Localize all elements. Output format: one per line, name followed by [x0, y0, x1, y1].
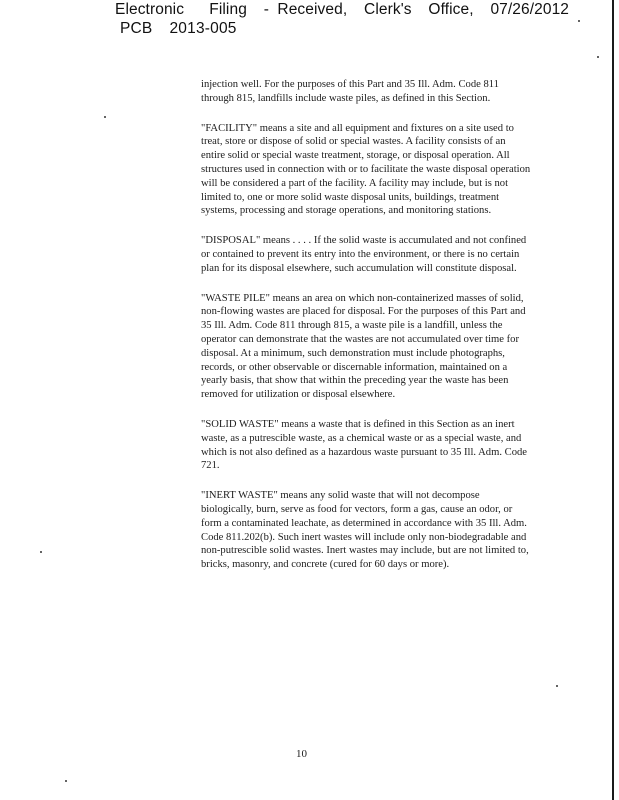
scan-speck: [578, 20, 580, 22]
paragraph-inert-waste-definition: "INERT WASTE" means any solid waste that will not decompose biologically, burn, serve as food for vectors, form a gas, cause an odor, or form a contaminated leachate, as determined in accordance with 35 Ill. Adm. Code 811.202(b). Such inert wastes will include only non-biodegradable and non-putrescible solid wastes. Inert wastes may include, but are not limited to, bricks, masonry, and concrete (cured for 60 days or more).: [201, 490, 529, 571]
paragraph-solid-waste-definition: "SOLID WASTE" means a waste that is defined in this Section as an inert waste, as a putrescible waste, as a chemical waste or as a special waste, and which is not also defined as a hazardous waste pursuant to 35 Ill. Adm. Code 721.: [201, 418, 527, 472]
scan-edge-line: [612, 0, 614, 800]
paragraph-waste-pile-definition: "WASTE PILE" means an area on which non-containerized masses of solid, non-flowing wastes are placed for disposal. For the purposes of this Part and 35 Ill. Adm. Code 811 through 815, a waste pile is a landfill, unless the operator can demonstrate that the wastes are not accumulated over time for disposal. At a minimum, such demonstration must include photographs, records, or other observable or discernable information, maintained on a yearly basis, that show that within the preceding year the waste has been removed for utilization or disposal elsewhere.: [201, 292, 526, 401]
scan-speck: [597, 56, 599, 58]
scan-speck: [104, 116, 106, 118]
paragraph-injection-well: injection well. For the purposes of this Part and 35 Ill. Adm. Code 811 through 815, landfills include waste piles, as defined in this Section.: [201, 79, 499, 104]
body-text: [201, 78, 531, 588]
scan-speck: [65, 780, 67, 782]
page-number: 10: [296, 748, 307, 760]
scan-speck: [556, 685, 558, 687]
paragraph-facility-definition: "FACILITY" means a site and all equipment and fixtures on a site used to treat, store or dispose of solid or special wastes. A facility consists of an entire solid or special waste treatment, storage, or disposal operation. All structures used in connection with or to facilitate the waste disposal operation will be considered a part of the facility. A facility may include, but is not limited to, one or more solid waste disposal units, buildings, treatment systems, processing and storage operations, and monitoring stations.: [201, 122, 531, 217]
paragraph-disposal-definition: "DISPOSAL" means . . . . If the solid waste is accumulated and not confined or contained to prevent its entry into the environment, or there is no certain plan for its disposal elsewhere, such accumulation will constitute disposal.: [201, 235, 527, 274]
scan-speck: [40, 551, 42, 553]
case-number-stamp: PCB 2013-005: [120, 20, 237, 37]
filing-stamp-line: Electronic Filing - Received, Clerk's Office, 07/26/2012: [115, 1, 570, 18]
